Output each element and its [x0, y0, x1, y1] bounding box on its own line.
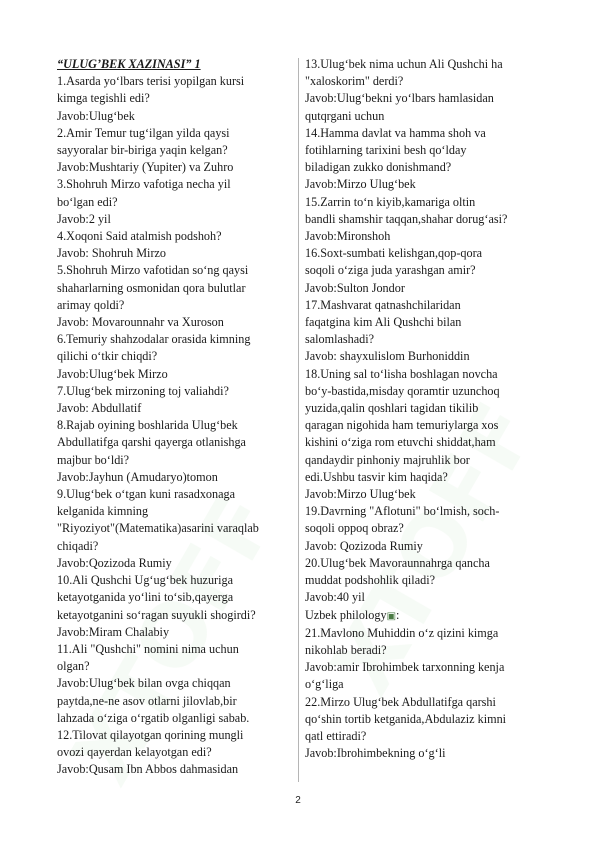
text-line: lahzada o‘ziga o‘rgatib olganligi sabab.	[57, 710, 250, 725]
text-line: 10.Ali Qushchi Ug‘ug‘bek huzuriga	[57, 573, 234, 588]
text-line: 21.Mavlono Muhiddin o‘z qizini kimga	[305, 625, 499, 640]
text-line: 4.Xoqoni Said atalmish podshoh?	[57, 229, 222, 244]
text-line: Javob:Ulug‘bek Mirzo	[57, 366, 168, 381]
text-line: 9.Ulug‘bek o‘tgan kuni rasadxonaga	[57, 487, 236, 502]
text-line: Abdullatifga qarshi qayerga otlanishga	[57, 435, 246, 450]
text-line: 14.Hamma davlat va hamma shoh va	[305, 125, 486, 140]
text-line: sayyoralar bir-biriga yaqin kelgan?	[57, 143, 228, 158]
text-line: 18.Uning sal to‘lisha boshlagan novcha	[305, 366, 498, 381]
text-line: "Riyoziyot"(Matematika)asarini varaqlab	[57, 521, 259, 536]
text-line: yuzida,qalin qoshlari tagidan tikilib	[305, 401, 479, 416]
text-line: muddat podshohlik qiladi?	[305, 573, 435, 588]
text-line: 12.Tilovat qilayotgan qorining mungli	[57, 727, 244, 742]
text-line: Javob:Ulug‘bek bilan ovga chiqqan	[57, 676, 231, 691]
text-line: ketayotganini so‘ragan suyukli shogirdi?	[57, 607, 256, 622]
text-line: qandaydir pinhoniy majruhlik bor	[305, 452, 470, 467]
text-line: 11.Ali "Qushchi" nomini nima uchun	[57, 641, 239, 656]
text-line: qatl ettiradi?	[305, 728, 367, 743]
column-divider	[298, 58, 299, 782]
left-column-text	[57, 73, 295, 778]
text-line: qutqrgani uchun	[305, 108, 385, 123]
text-line: ovozi qayerdan kelayotgan edi?	[57, 745, 212, 760]
text-line: Javob:Qusam Ibn Abbos dahmasidan	[57, 762, 239, 777]
text-line: 3.Shohruh Mirzo vafotiga necha yil	[57, 177, 231, 192]
text-line: 22.Mirzo Ulug‘bek Abdullatifga qarshi	[305, 694, 496, 709]
text-line: faqatgina kim Ali Qushchi bilan	[305, 315, 462, 330]
text-line: Javob: Qozizoda Rumiy	[305, 538, 423, 553]
right-column-text-b	[305, 625, 545, 763]
text-line: qaragan nigohida ham temuriylarga xos	[305, 418, 499, 433]
text-line: bo‘lgan edi?	[57, 194, 118, 209]
text-line: 20.Ulug‘bek Mavoraunnahrga qancha	[305, 555, 490, 570]
text-line: majbur bo‘ldi?	[57, 452, 130, 467]
text-line: Javob:2 yil	[57, 211, 111, 226]
text-line: ketayotganida yo‘lini to‘sib,qayerga	[57, 590, 234, 605]
text-line: Javob:Mironshoh	[305, 229, 391, 244]
text-line: salomlashadi?	[305, 332, 375, 347]
page-number: 2	[295, 795, 301, 806]
text-line: biladigan zukko donishmand?	[305, 160, 452, 175]
text-line: bo‘y-bastida,misday qoramtir uzunchoq	[305, 383, 500, 398]
text-line: Javob:Jayhun (Amudaryo)tomon	[57, 469, 218, 484]
text-line: Javob: shayxulislom Burhoniddin	[305, 349, 470, 364]
text-line: Javob:40 yil	[305, 590, 365, 605]
text-line: 19.Davrning "Aflotuni" bo‘lmish, soch-	[305, 504, 500, 519]
text-line: Javob:amir Ibrohimbek tarxonning kenja	[305, 660, 505, 675]
text-line: fotihlarning tarixini besh qo‘lday	[305, 143, 467, 158]
text-line: nikohlab beradi?	[305, 642, 387, 657]
text-line: Javob:Mirzo Ulug‘bek	[305, 177, 416, 192]
text-line: Javob:Mirzo Ulug‘bek	[305, 487, 416, 502]
right-column	[305, 56, 545, 762]
text-line: 17.Mashvarat qatnashchilaridan	[305, 297, 461, 312]
text-line: Javob:Ulug‘bekni yo‘lbars hamlasidan	[305, 91, 494, 106]
text-line: edi.Ushbu tasvir kim haqida?	[305, 469, 448, 484]
text-line: o‘g‘liga	[305, 677, 344, 692]
channel-name: Uzbek philology	[305, 607, 387, 622]
document-title: “ULUG’BEK XAZINASI” 1	[57, 57, 201, 71]
text-line: qo‘shin tortib ketganida,Abdulaziz kimni	[305, 711, 507, 726]
text-line: Javob:Qozizoda Rumiy	[57, 555, 172, 570]
text-line: "xaloskorim" derdi?	[305, 74, 404, 89]
text-line: kelganida kimning	[57, 504, 149, 519]
text-line: 6.Temuriy shahzodalar orasida kimning	[57, 332, 251, 347]
text-line: 16.Soxt-sumbati kelishgan,qop-qora	[305, 246, 483, 261]
text-line: arimay qoldi?	[57, 297, 125, 312]
text-line: kimga tegishli edi?	[57, 91, 150, 106]
text-line: Javob:Sulton Jondor	[305, 280, 405, 295]
text-line: bandli shamshir taqqan,shahar dorug‘asi?	[305, 211, 508, 226]
text-line: Javob: Shohruh Mirzo	[57, 246, 167, 261]
text-line: 8.Rajab oyining boshlarida Ulug‘bek	[57, 418, 238, 433]
text-line: kishini o‘ziga rom etuvchi shiddat,ham	[305, 435, 496, 450]
text-line: Javob:Miram Chalabiy	[57, 624, 170, 639]
channel-suffix: :	[396, 607, 400, 622]
text-line: 5.Shohruh Mirzo vafotidan so‘ng qaysi	[57, 263, 249, 278]
left-column	[57, 56, 295, 779]
text-line: qilichi o‘tkir chiqdi?	[57, 349, 158, 364]
text-line: soqoli oppoq obraz?	[305, 521, 404, 536]
text-line: chiqadi?	[57, 538, 99, 553]
text-line: Javob:Ibrohimbekning o‘g‘li	[305, 746, 446, 761]
text-line: 13.Ulug‘bek nima uchun Ali Qushchi ha	[305, 57, 503, 71]
text-line: 1.Asarda yo‘lbars terisi yopilgan kursi	[57, 74, 245, 89]
books-icon: ▣	[386, 610, 397, 622]
text-line: 7.Ulug‘bek mirzoning toj valiahdi?	[57, 383, 229, 398]
text-line: paytda,ne-ne asov otlarni jilovlab,bir	[57, 693, 237, 708]
text-line: Javob:Mushtariy (Yupiter) va Zuhro	[57, 160, 234, 175]
text-line: shaharlarning osmonidan qora bulutlar	[57, 280, 246, 295]
text-line: Javob: Movarounnahr va Xuroson	[57, 315, 224, 330]
text-line: olgan?	[57, 659, 90, 674]
text-line: Javob:Ulug‘bek	[57, 108, 135, 123]
channel-line	[305, 607, 545, 625]
right-column-text-a	[305, 56, 545, 607]
text-line: 15.Zarrin to‘n kiyib,kamariga oltin	[305, 194, 476, 209]
text-line: soqoli o‘ziga juda yarashgan amir?	[305, 263, 476, 278]
text-line: Javob: Abdullatif	[57, 401, 142, 416]
text-line: 2.Amir Temur tug‘ilgan yilda qaysi	[57, 125, 230, 140]
